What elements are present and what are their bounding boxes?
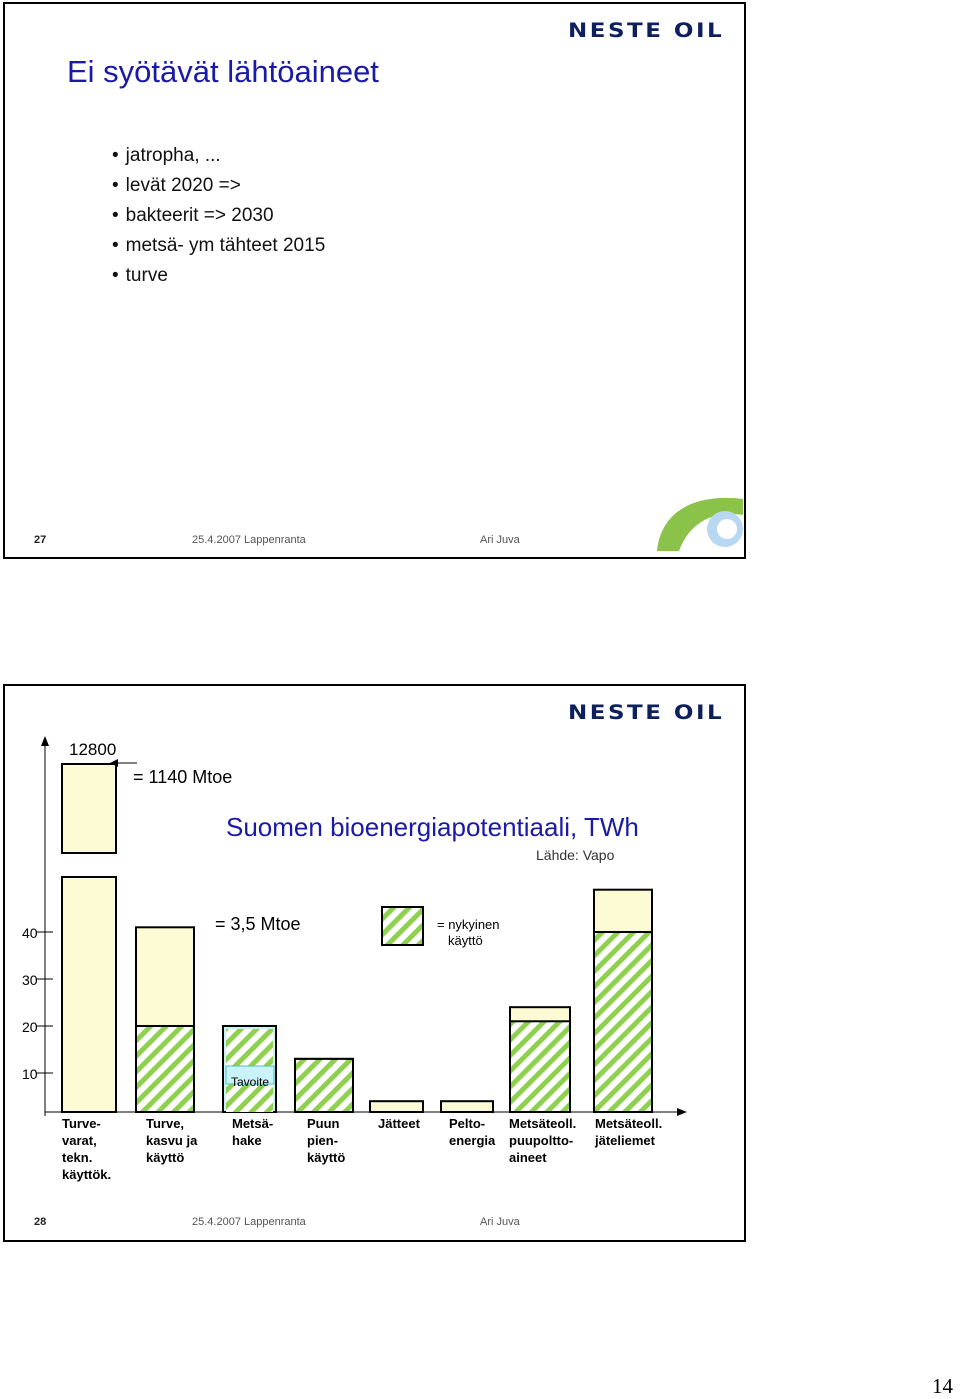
x-category-label: tekn. [62, 1150, 93, 1165]
x-category-label: aineet [509, 1150, 547, 1165]
x-category-label: käyttö [146, 1150, 185, 1165]
y-tick-label: 30 [22, 971, 38, 988]
bullet-item: • levät 2020 => [112, 171, 325, 201]
x-category-label: Jätteet [378, 1116, 420, 1131]
y-axis-arrow [41, 736, 49, 746]
x-category-label: energia [449, 1133, 496, 1148]
x-category-label: Metsä- [232, 1116, 274, 1131]
legend-current-use-2: käyttö [448, 933, 483, 948]
x-category-label: varat, [62, 1133, 97, 1148]
slide-27 [3, 2, 746, 559]
x-category-label: kasvu ja [146, 1133, 198, 1148]
bar-peat-growth-current-use [136, 1026, 194, 1112]
bar-small-wood-current-use [295, 1059, 353, 1112]
x-category-label: Pelto- [449, 1116, 486, 1131]
legend-hatch-swatch [382, 907, 423, 945]
footer-date-place: 25.4.2007 Lappenranta [192, 534, 306, 546]
neste-oil-logo: NESTE OIL [568, 702, 725, 725]
bar-waste [370, 1101, 423, 1112]
x-category-label: Turve- [62, 1116, 101, 1131]
bullet-item: • jatropha, ... [112, 141, 325, 171]
y-tick-label: 10 [22, 1066, 38, 1082]
big-bar-equals: = 1140 Mtoe [133, 767, 233, 787]
chart-title: Suomen bioenergiapotentiaali, TWh [226, 812, 639, 842]
bullet-list [112, 141, 325, 291]
x-category-label: jäteliemet [595, 1133, 655, 1148]
neste-swirl-icon [655, 489, 745, 551]
big-bar-value: 12800 [69, 740, 117, 759]
x-category-label: Puun [307, 1116, 340, 1131]
x-category-label: puupoltto- [509, 1133, 574, 1148]
x-category-label: Metsäteoll. [595, 1116, 663, 1131]
legend-scale-note: = 3,5 Mtoe [215, 914, 301, 934]
y-tick-label: 20 [22, 1018, 38, 1035]
chart-source: Lähde: Vapo [536, 847, 615, 863]
target-label: Tavoite [231, 1075, 270, 1089]
page-number: 14 [932, 1374, 953, 1398]
x-category-label: käyttö [307, 1150, 346, 1165]
x-category-label: Turve, [146, 1116, 185, 1131]
bar-industry-wood-fuels-current-use [510, 1021, 570, 1112]
slide-28 [3, 684, 746, 1242]
footer-date-place: 25.4.2007 Lappenranta [192, 1216, 306, 1228]
x-category-label: hake [232, 1133, 262, 1148]
footer-author: Ari Juva [480, 1216, 520, 1228]
bar-industry-liquors-current-use [594, 932, 652, 1112]
slide-number: 27 [34, 534, 47, 546]
bullet-item: • turve [112, 261, 325, 291]
bar-field-energy [441, 1101, 493, 1112]
slide-number: 28 [34, 1216, 47, 1228]
x-category-label: Metsäteoll. [509, 1116, 577, 1131]
x-labels [62, 1116, 662, 1182]
x-category-label: pien- [307, 1133, 339, 1148]
bar-peat-reserves-top [62, 764, 116, 853]
x-axis-arrow [677, 1108, 687, 1116]
legend-current-use: = nykyinen [437, 917, 500, 932]
y-tick-label: 40 [22, 924, 38, 941]
footer-author: Ari Juva [480, 534, 520, 546]
bar-peat-reserves [62, 877, 116, 1112]
y-ticks [22, 878, 53, 1112]
bioenergy-chart [5, 686, 748, 1244]
bullet-item: • bakteerit => 2030 [112, 201, 325, 231]
slide-title: Ei syötävät lähtöaineet [67, 54, 379, 89]
neste-oil-logo: NESTE OIL [568, 20, 725, 43]
bars [62, 877, 652, 1112]
bullet-item: • metsä- ym tähteet 2015 [112, 231, 325, 261]
x-category-label: käyttök. [62, 1167, 112, 1182]
